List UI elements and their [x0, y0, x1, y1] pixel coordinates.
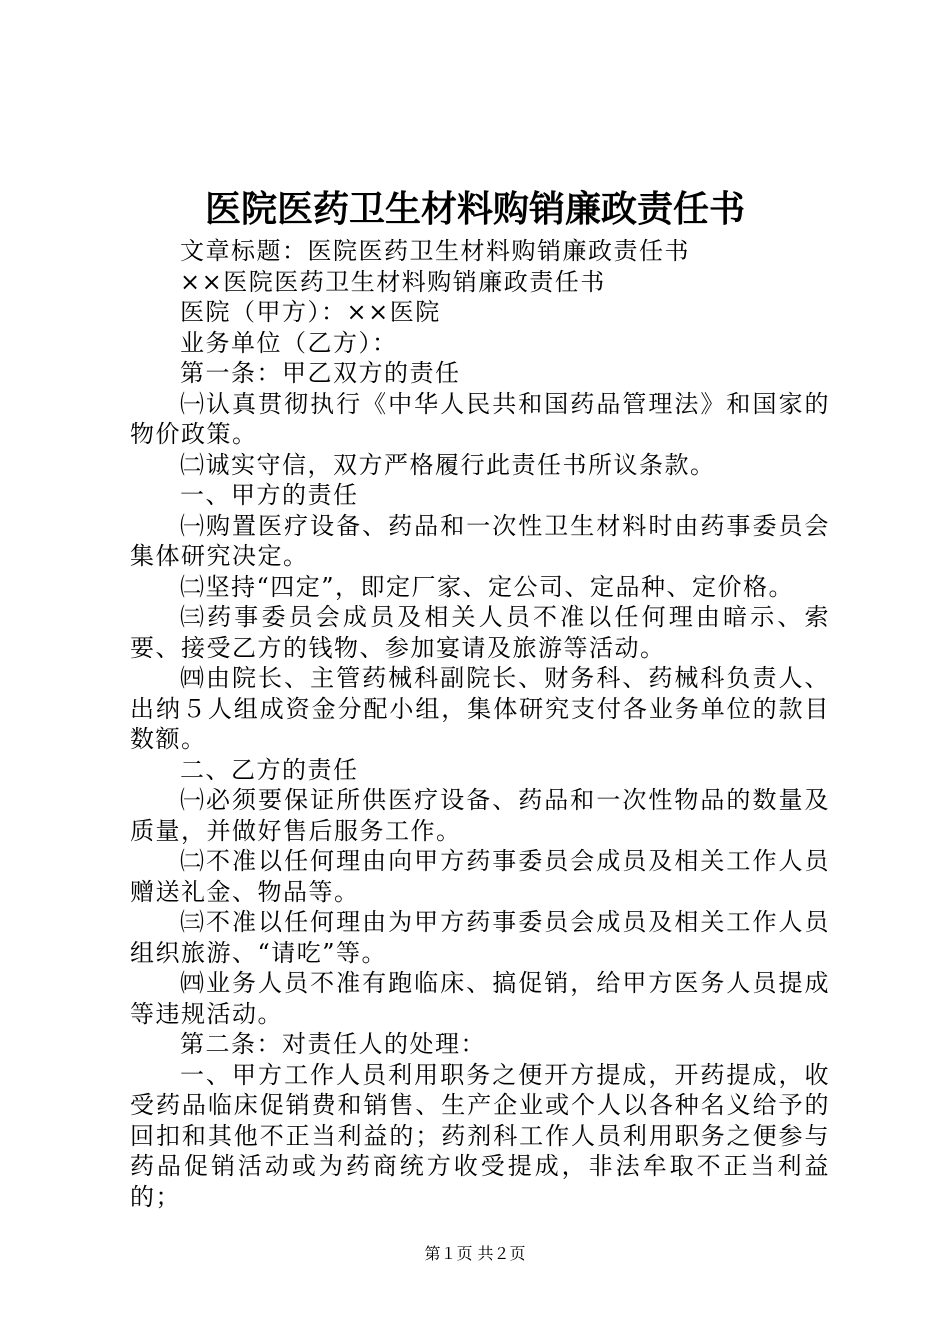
paragraph: 第一条：甲乙双方的责任 — [180, 359, 461, 387]
paragraph: ㈠必须要保证所供医疗设备、药品和一次性物品的数量及质量，并做好售后服务工作。 — [130, 786, 830, 845]
paragraph: 医院（甲方）：××医院 — [180, 298, 441, 326]
paragraph: ㈢不准以任何理由为甲方药事委员会成员及相关工作人员组织旅游、“请吃”等。 — [130, 908, 830, 967]
paragraph: ××医院医药卫生材料购销廉政责任书 — [180, 267, 606, 296]
paragraph: ㈠购置医疗设备、药品和一次性卫生材料时由药事委员会集体研究决定。 — [130, 511, 830, 570]
paragraph: 一、甲方的责任 — [180, 481, 359, 509]
paragraph: ㈡不准以任何理由向甲方药事委员会成员及相关工作人员赠送礼金、物品等。 — [130, 847, 830, 906]
paragraph: ㈡诚实守信，双方严格履行此责任书所议条款。 — [180, 450, 716, 479]
document-body — [130, 236, 830, 1212]
paragraph: 一、甲方工作人员利用职务之便开方提成，开药提成，收受药品临床促销费和销售、生产企业或个人以各种名义给予的回扣和其他不正当利益的；药剂科工作人员利用职务之便参与药品促销活动或为药商统方收受提成，非法牟取不正当利益的； — [130, 1060, 830, 1211]
paragraph: 二、乙方的责任 — [180, 755, 359, 784]
paragraph: ㈠认真贯彻执行《中华人民共和国药品管理法》和国家的物价政策。 — [130, 389, 830, 448]
paragraph: ㈣业务人员不准有跑临床、搞促销，给甲方医务人员提成等违规活动。 — [130, 969, 830, 1028]
paragraph: ㈣由院长、主管药械科副院长、财务科、药械科负责人、出纳５人组成资金分配小组，集体研究支付各业务单位的款目数额。 — [130, 664, 830, 753]
paragraph: ㈡坚持“四定”，即定厂家、定公司、定品种、定价格。 — [180, 572, 795, 601]
paragraph: ㈢药事委员会成员及相关人员不准以任何理由暗示、索要、接受乙方的钱物、参加宴请及旅游等活动。 — [130, 603, 830, 662]
paragraph: 第二条：对责任人的处理： — [180, 1030, 486, 1058]
paragraph: 业务单位（乙方）： — [180, 328, 398, 357]
document-title: 医院医药卫生材料购销廉政责任书 — [204, 188, 745, 230]
paragraph: 文章标题：医院医药卫生材料购销廉政责任书 — [180, 237, 690, 265]
page-footer: 第１页 共２页 — [424, 1244, 526, 1263]
